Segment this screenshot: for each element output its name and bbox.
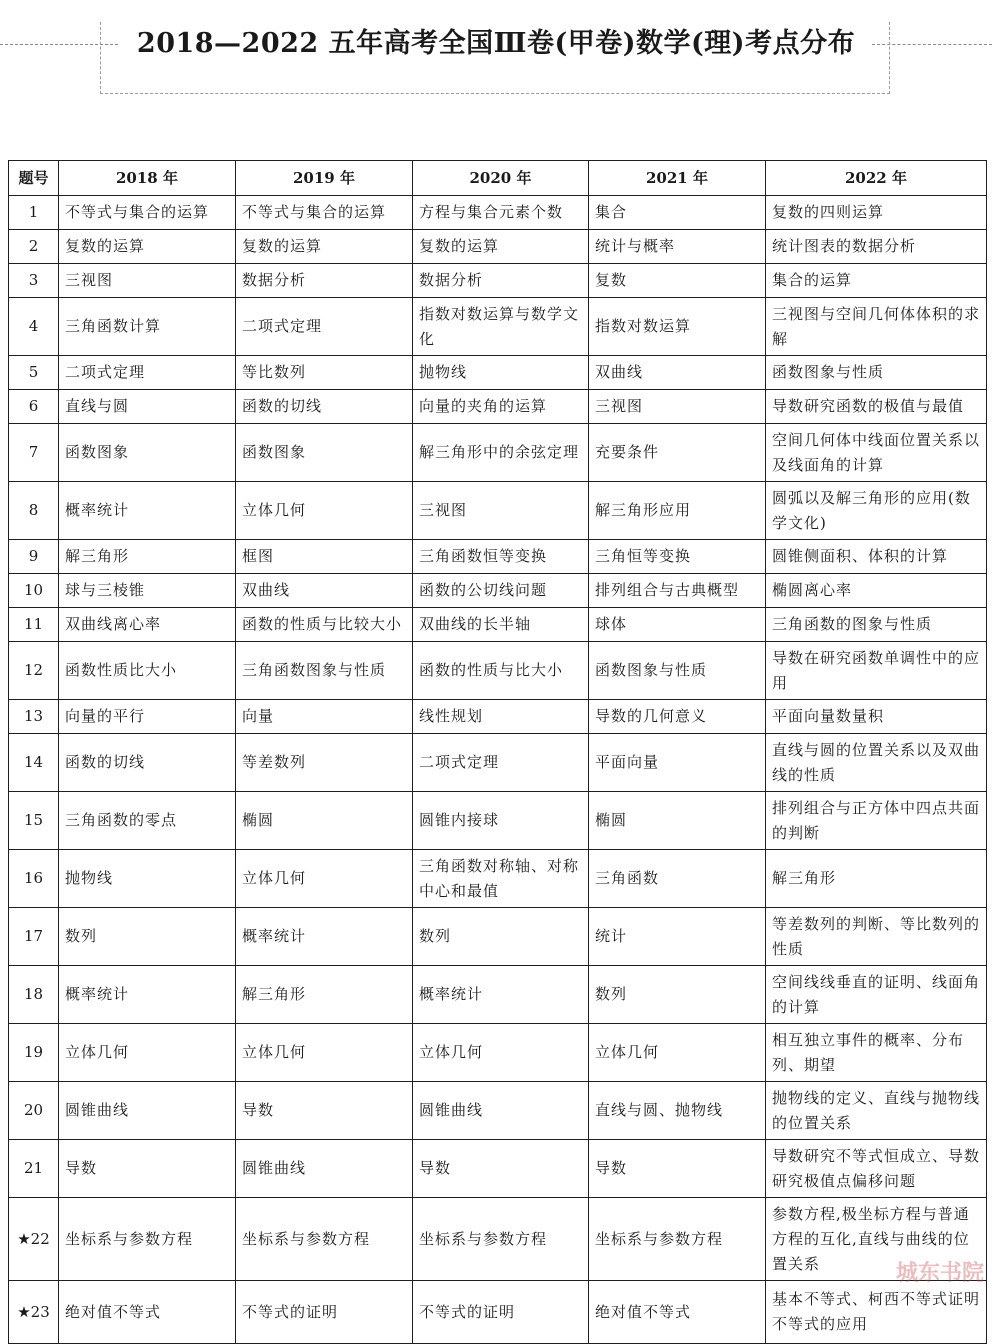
topic-cell-2020: 三角函数对称轴、对称中心和最值 (413, 850, 589, 908)
topic-cell-2018: 绝对值不等式 (59, 1281, 236, 1344)
topic-cell-2022: 参数方程,极坐标方程与普通方程的互化,直线与曲线的位置关系 (766, 1198, 987, 1281)
table-row (9, 1140, 987, 1198)
topic-cell-2018: 概率统计 (59, 966, 236, 1024)
topic-cell-2019: 二项式定理 (236, 298, 413, 356)
header-question-number: 题号 (9, 161, 59, 196)
topic-cell-2019: 解三角形 (236, 966, 413, 1024)
topic-cell-2018: 概率统计 (59, 482, 236, 540)
table-row (9, 540, 987, 574)
table-row (9, 574, 987, 608)
topic-cell-2022: 排列组合与正方体中四点共面的判断 (766, 792, 987, 850)
topic-cell-2022: 三角函数的图象与性质 (766, 608, 987, 642)
topic-cell-2018: 函数图象 (59, 424, 236, 482)
topic-cell-2020: 坐标系与参数方程 (413, 1198, 589, 1281)
topic-cell-2021: 导数 (589, 1140, 766, 1198)
topic-cell-2018: 向量的平行 (59, 700, 236, 734)
topic-cell-2020: 数据分析 (413, 264, 589, 298)
topic-cell-2020: 双曲线的长半轴 (413, 608, 589, 642)
topic-cell-2019: 双曲线 (236, 574, 413, 608)
topic-cell-2021: 椭圆 (589, 792, 766, 850)
topic-cell-2020: 复数的运算 (413, 230, 589, 264)
topic-cell-2020: 不等式的证明 (413, 1281, 589, 1344)
topic-cell-2019: 立体几何 (236, 850, 413, 908)
question-number-cell: 17 (9, 908, 59, 966)
question-number-cell: 2 (9, 230, 59, 264)
topic-cell-2019: 椭圆 (236, 792, 413, 850)
topic-cell-2020: 函数的性质与比大小 (413, 642, 589, 700)
table-row (9, 482, 987, 540)
question-number-cell: 1 (9, 196, 59, 230)
table-row (9, 642, 987, 700)
page-title-text: 2018—2022 五年高考全国Ⅲ卷(甲卷)数学(理)考点分布 (129, 28, 863, 59)
topic-cell-2021: 平面向量 (589, 734, 766, 792)
question-number-cell: 21 (9, 1140, 59, 1198)
table-row (9, 966, 987, 1024)
question-number-cell: 6 (9, 390, 59, 424)
question-number-cell: 16 (9, 850, 59, 908)
topic-cell-2022: 函数图象与性质 (766, 356, 987, 390)
topic-cell-2019: 立体几何 (236, 482, 413, 540)
topic-cell-2019: 不等式的证明 (236, 1281, 413, 1344)
topic-cell-2020: 解三角形中的余弦定理 (413, 424, 589, 482)
topic-cell-2021: 三视图 (589, 390, 766, 424)
topic-cell-2018: 立体几何 (59, 1024, 236, 1082)
table-row (9, 1082, 987, 1140)
question-number-cell: 14 (9, 734, 59, 792)
topic-cell-2018: 抛物线 (59, 850, 236, 908)
topic-cell-2018: 坐标系与参数方程 (59, 1198, 236, 1281)
topic-cell-2020: 向量的夹角的运算 (413, 390, 589, 424)
topic-cell-2019: 不等式与集合的运算 (236, 196, 413, 230)
table-row (9, 1024, 987, 1082)
topic-cell-2021: 函数图象与性质 (589, 642, 766, 700)
topic-cell-2022: 导数在研究函数单调性中的应用 (766, 642, 987, 700)
topic-cell-2019: 框图 (236, 540, 413, 574)
topic-cell-2019: 等差数列 (236, 734, 413, 792)
topic-cell-2022: 椭圆离心率 (766, 574, 987, 608)
topic-cell-2019: 概率统计 (236, 908, 413, 966)
topic-cell-2020: 数列 (413, 908, 589, 966)
header-year-2021: 2021 年 (589, 161, 766, 196)
table-row (9, 850, 987, 908)
topic-cell-2021: 绝对值不等式 (589, 1281, 766, 1344)
topic-cell-2022: 圆弧以及解三角形的应用(数学文化) (766, 482, 987, 540)
topic-cell-2021: 三角恒等变换 (589, 540, 766, 574)
topic-cell-2019: 数据分析 (236, 264, 413, 298)
topic-cell-2018: 数列 (59, 908, 236, 966)
topic-distribution-table (8, 160, 987, 1344)
topic-cell-2022: 解三角形 (766, 850, 987, 908)
topic-cell-2021: 三角函数 (589, 850, 766, 908)
topic-cell-2019: 函数的性质与比较大小 (236, 608, 413, 642)
topic-cell-2019: 坐标系与参数方程 (236, 1198, 413, 1281)
topic-cell-2020: 三角函数恒等变换 (413, 540, 589, 574)
table-row (9, 608, 987, 642)
table-header-row (9, 161, 987, 196)
topic-cell-2019: 三角函数图象与性质 (236, 642, 413, 700)
topic-cell-2018: 三视图 (59, 264, 236, 298)
topic-cell-2020: 概率统计 (413, 966, 589, 1024)
topic-cell-2022: 空间线线垂直的证明、线面角的计算 (766, 966, 987, 1024)
page-title (0, 24, 992, 64)
table-row (9, 1281, 987, 1344)
table-row (9, 792, 987, 850)
topic-cell-2020: 线性规划 (413, 700, 589, 734)
topic-cell-2019: 等比数列 (236, 356, 413, 390)
table-row (9, 700, 987, 734)
table-row (9, 908, 987, 966)
topic-cell-2022: 统计图表的数据分析 (766, 230, 987, 264)
topic-cell-2021: 导数的几何意义 (589, 700, 766, 734)
topic-cell-2020: 抛物线 (413, 356, 589, 390)
topic-cell-2018: 双曲线离心率 (59, 608, 236, 642)
question-number-cell: 11 (9, 608, 59, 642)
topic-cell-2018: 球与三棱锥 (59, 574, 236, 608)
watermark-logo: 城东书院 (895, 1261, 984, 1286)
topic-cell-2021: 统计 (589, 908, 766, 966)
topic-cell-2018: 三角函数计算 (59, 298, 236, 356)
table-row (9, 390, 987, 424)
topic-cell-2022: 抛物线的定义、直线与抛物线的位置关系 (766, 1082, 987, 1140)
topic-cell-2020: 三视图 (413, 482, 589, 540)
topic-cell-2021: 统计与概率 (589, 230, 766, 264)
table-row (9, 424, 987, 482)
table-row (9, 264, 987, 298)
topic-cell-2022: 圆锥侧面积、体积的计算 (766, 540, 987, 574)
topic-cell-2022: 三视图与空间几何体体积的求解 (766, 298, 987, 356)
question-number-cell: ★23 (9, 1281, 59, 1344)
topic-cell-2020: 方程与集合元素个数 (413, 196, 589, 230)
question-number-cell: 13 (9, 700, 59, 734)
topic-cell-2022: 空间几何体中线面位置关系以及线面角的计算 (766, 424, 987, 482)
topic-cell-2022: 导数研究不等式恒成立、导数研究极值点偏移问题 (766, 1140, 987, 1198)
topic-cell-2020: 立体几何 (413, 1024, 589, 1082)
topic-cell-2018: 不等式与集合的运算 (59, 196, 236, 230)
topic-cell-2022: 平面向量数量积 (766, 700, 987, 734)
topic-cell-2018: 二项式定理 (59, 356, 236, 390)
topic-cell-2021: 复数 (589, 264, 766, 298)
topic-cell-2019: 立体几何 (236, 1024, 413, 1082)
topic-cell-2021: 充要条件 (589, 424, 766, 482)
table-row (9, 298, 987, 356)
topic-cell-2021: 立体几何 (589, 1024, 766, 1082)
topic-cell-2022: 基本不等式、柯西不等式证明不等式的应用 (766, 1281, 987, 1344)
topic-cell-2022: 直线与圆的位置关系以及双曲线的性质 (766, 734, 987, 792)
question-number-cell: 10 (9, 574, 59, 608)
topic-cell-2018: 圆锥曲线 (59, 1082, 236, 1140)
question-number-cell: ★22 (9, 1198, 59, 1281)
topic-cell-2020: 函数的公切线问题 (413, 574, 589, 608)
table-row (9, 196, 987, 230)
header-year-2022: 2022 年 (766, 161, 987, 196)
topic-cell-2020: 圆锥曲线 (413, 1082, 589, 1140)
question-number-cell: 7 (9, 424, 59, 482)
topic-cell-2022: 集合的运算 (766, 264, 987, 298)
topic-cell-2021: 集合 (589, 196, 766, 230)
question-number-cell: 19 (9, 1024, 59, 1082)
topic-cell-2018: 导数 (59, 1140, 236, 1198)
topic-cell-2022: 复数的四则运算 (766, 196, 987, 230)
topic-cell-2019: 导数 (236, 1082, 413, 1140)
topic-cell-2020: 指数对数运算与数学文化 (413, 298, 589, 356)
topic-cell-2020: 圆锥内接球 (413, 792, 589, 850)
topic-cell-2020: 二项式定理 (413, 734, 589, 792)
topic-cell-2022: 相互独立事件的概率、分布列、期望 (766, 1024, 987, 1082)
header-year-2018: 2018 年 (59, 161, 236, 196)
topic-cell-2018: 函数性质比大小 (59, 642, 236, 700)
topic-cell-2021: 指数对数运算 (589, 298, 766, 356)
table-row (9, 1198, 987, 1281)
header-year-2020: 2020 年 (413, 161, 589, 196)
question-number-cell: 15 (9, 792, 59, 850)
topic-cell-2021: 坐标系与参数方程 (589, 1198, 766, 1281)
topic-cell-2021: 球体 (589, 608, 766, 642)
header-year-2019: 2019 年 (236, 161, 413, 196)
question-number-cell: 12 (9, 642, 59, 700)
topic-cell-2021: 数列 (589, 966, 766, 1024)
topic-cell-2018: 三角函数的零点 (59, 792, 236, 850)
topic-cell-2021: 排列组合与古典概型 (589, 574, 766, 608)
question-number-cell: 5 (9, 356, 59, 390)
topic-cell-2021: 解三角形应用 (589, 482, 766, 540)
topic-cell-2022: 导数研究函数的极值与最值 (766, 390, 987, 424)
question-number-cell: 4 (9, 298, 59, 356)
topic-cell-2018: 复数的运算 (59, 230, 236, 264)
question-number-cell: 20 (9, 1082, 59, 1140)
topic-cell-2021: 双曲线 (589, 356, 766, 390)
topic-cell-2018: 解三角形 (59, 540, 236, 574)
question-number-cell: 3 (9, 264, 59, 298)
question-number-cell: 8 (9, 482, 59, 540)
table-row (9, 734, 987, 792)
table-row (9, 230, 987, 264)
question-number-cell: 9 (9, 540, 59, 574)
topic-cell-2021: 直线与圆、抛物线 (589, 1082, 766, 1140)
question-number-cell: 18 (9, 966, 59, 1024)
topic-cell-2019: 向量 (236, 700, 413, 734)
topic-cell-2019: 函数图象 (236, 424, 413, 482)
topic-cell-2020: 导数 (413, 1140, 589, 1198)
topic-cell-2018: 函数的切线 (59, 734, 236, 792)
topic-cell-2019: 函数的切线 (236, 390, 413, 424)
topic-cell-2019: 复数的运算 (236, 230, 413, 264)
topic-cell-2019: 圆锥曲线 (236, 1140, 413, 1198)
table-row (9, 356, 987, 390)
topic-cell-2022: 等差数列的判断、等比数列的性质 (766, 908, 987, 966)
topic-cell-2018: 直线与圆 (59, 390, 236, 424)
